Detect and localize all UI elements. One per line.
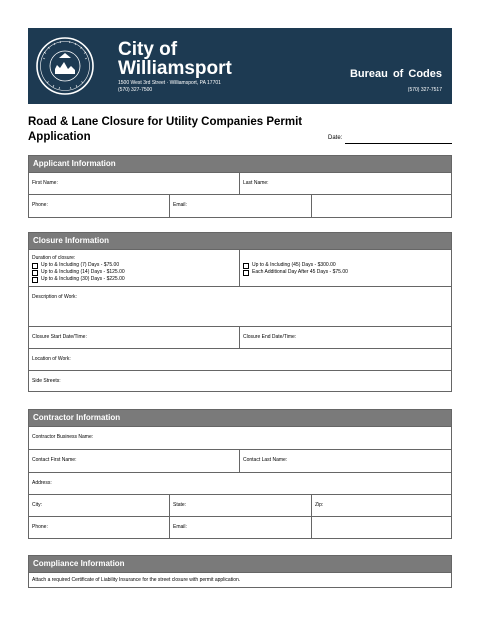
location-field[interactable]: Location of Work:	[32, 356, 71, 362]
state-field[interactable]: State:	[169, 495, 311, 516]
option-label: Up to & Including (7) Days - $75.00	[41, 262, 120, 268]
bureau-name: Bureau of Codes	[349, 68, 442, 80]
option-label: Each Additional Day After 45 Days - $75.00	[252, 269, 348, 275]
checkbox-7-days[interactable]	[32, 263, 38, 269]
applicant-section	[28, 155, 452, 218]
applicant-extra-field[interactable]	[311, 195, 451, 217]
email-field[interactable]: Email:	[169, 195, 311, 217]
last-name-field[interactable]: Last Name:	[239, 173, 451, 194]
city-field[interactable]: City:	[32, 502, 42, 508]
checkbox-additional-day[interactable]	[243, 270, 249, 276]
city-phone: (570) 327-7500	[118, 87, 153, 93]
contractor-extra-field[interactable]	[311, 517, 451, 538]
contractor-section	[28, 409, 452, 539]
section-heading: Applicant Information	[29, 156, 451, 172]
contact-first-name-field[interactable]: Contact First Name:	[32, 457, 77, 463]
section-heading: Compliance Information	[29, 556, 451, 572]
city-address: 1500 West 3rd Street · Williamsport, PA 17701	[118, 80, 221, 86]
bureau-phone: (570) 327-7517	[407, 87, 442, 93]
option-label: Up to & Including (14) Days - $125.00	[41, 269, 125, 275]
zip-field[interactable]: Zip:	[311, 495, 451, 516]
header-banner	[28, 28, 452, 104]
option-label: Up to & Including (45) Days - $300.00	[252, 262, 336, 268]
city-name-line1: City of	[118, 39, 178, 60]
contractor-phone-field[interactable]: Phone:	[32, 524, 48, 530]
duration-label: Duration of closure:	[32, 255, 76, 261]
date-field[interactable]	[345, 143, 452, 144]
business-name-field[interactable]: Contractor Business Name:	[32, 434, 94, 440]
contractor-email-field[interactable]: Email:	[169, 517, 311, 538]
city-seal-icon	[35, 36, 95, 96]
contact-last-name-field[interactable]: Contact Last Name:	[239, 450, 451, 472]
start-datetime-field[interactable]: Closure Start Date/Time:	[32, 334, 87, 340]
phone-field[interactable]: Phone:	[32, 202, 48, 208]
date-label: Date:	[328, 135, 343, 141]
end-datetime-field[interactable]: Closure End Date/Time:	[239, 327, 451, 348]
address-field[interactable]: Address:	[32, 480, 52, 486]
description-field[interactable]: Description of Work:	[32, 294, 77, 300]
form-title: Road & Lane Closure for Utility Companies Permit Application	[28, 116, 303, 143]
checkbox-45-days[interactable]	[243, 263, 249, 269]
first-name-field[interactable]: First Name:	[32, 180, 58, 186]
section-heading: Closure Information	[29, 233, 451, 249]
checkbox-30-days[interactable]	[32, 277, 38, 283]
checkbox-14-days[interactable]	[32, 270, 38, 276]
side-streets-field[interactable]: Side Streets:	[32, 378, 61, 384]
option-label: Up to & Including (30) Days - $225.00	[41, 276, 125, 282]
compliance-note: Attach a required Certificate of Liability Insurance for the street closure with permit application.	[32, 577, 241, 583]
closure-section	[28, 232, 452, 392]
duration-options-right	[239, 250, 451, 286]
compliance-section	[28, 555, 452, 588]
duration-options-left	[29, 250, 239, 286]
city-name-line2: Williamsport	[118, 58, 232, 79]
section-heading: Contractor Information	[29, 410, 451, 426]
